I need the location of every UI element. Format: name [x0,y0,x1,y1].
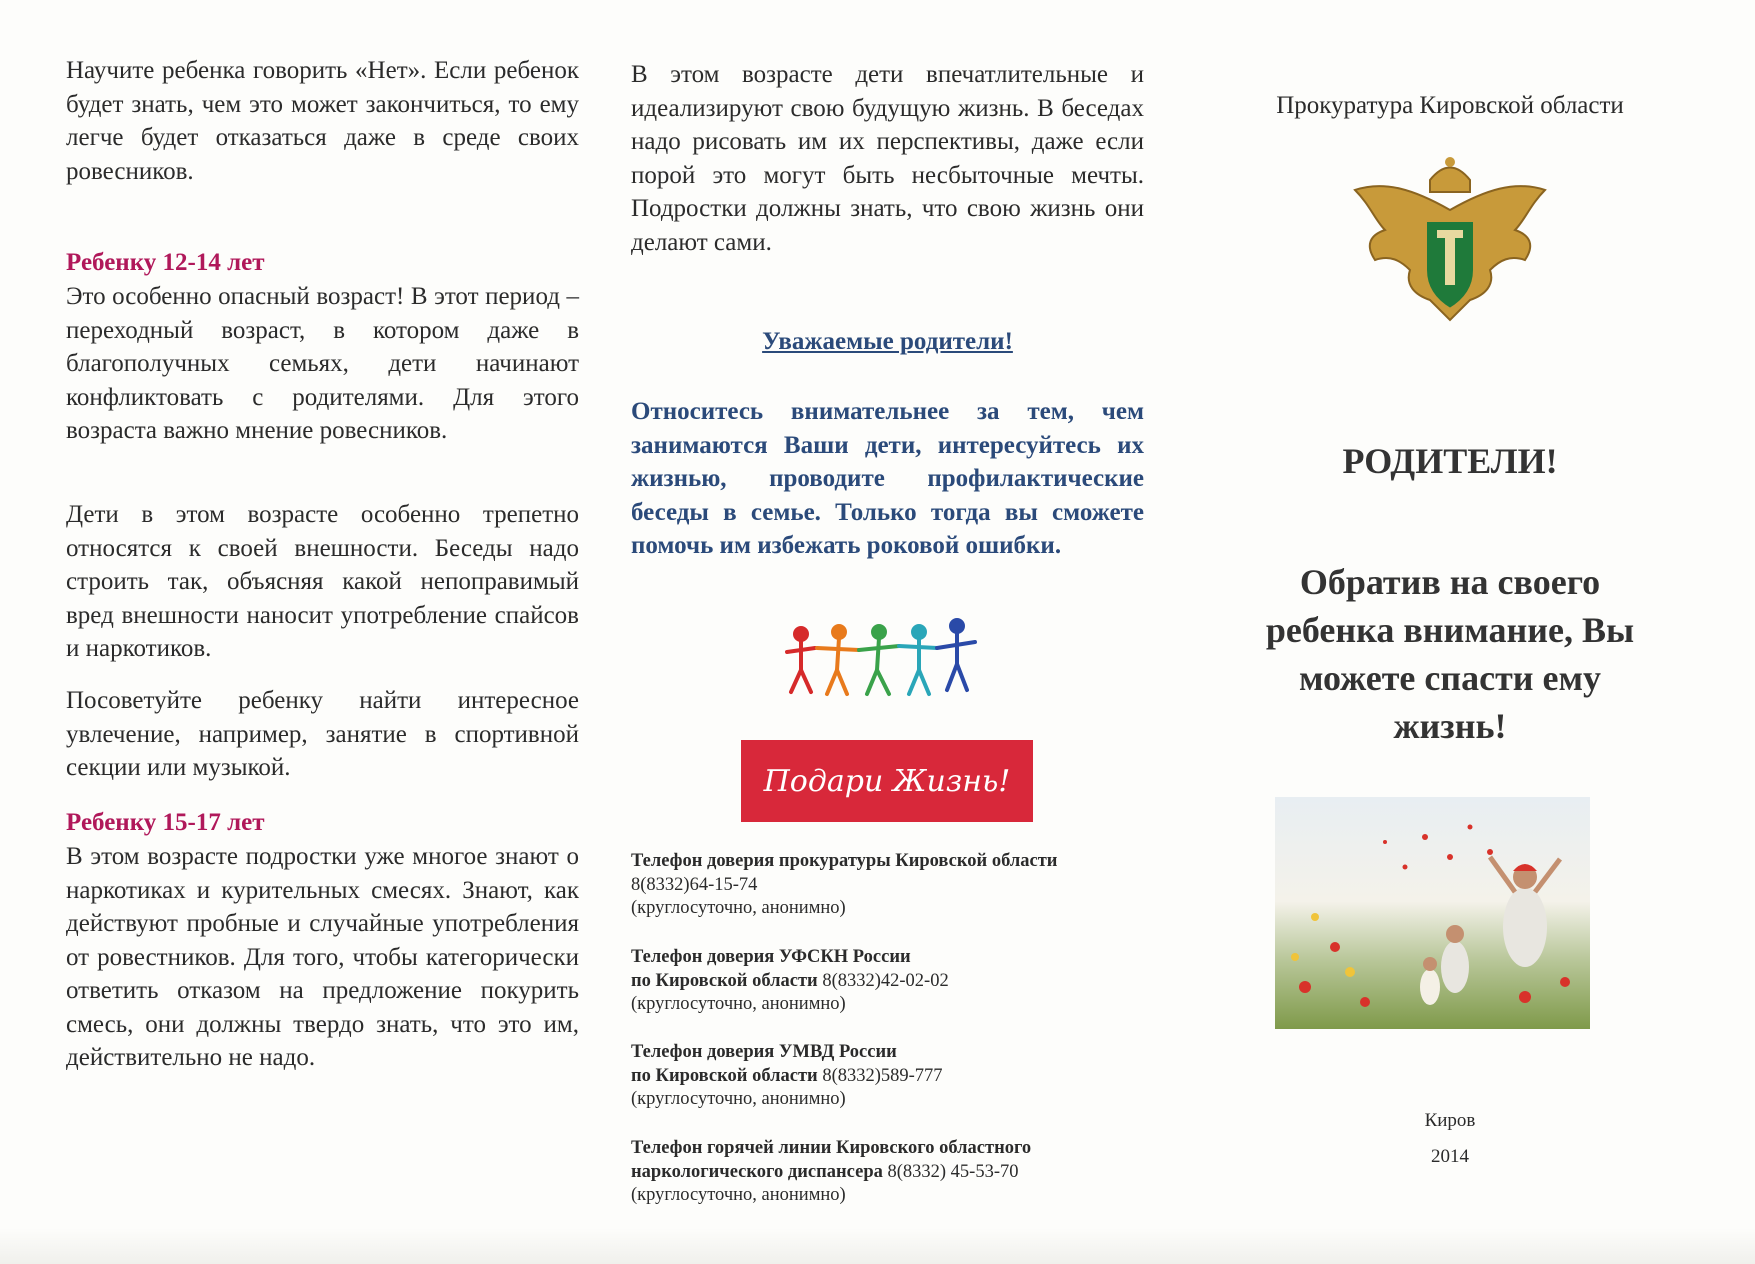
phone-number: 8(8332)64-15-74 [631,874,758,895]
phone-subtitle: наркологического диспансера [631,1161,883,1182]
phone-number: 8(8332) 45-53-70 [887,1161,1019,1182]
phone-number: 8(8332)589-777 [822,1065,943,1086]
phone-note: (круглосуточно, анонимно) [631,994,846,1014]
paragraph-teenagers: В этом возрасте подростки уже многое знают о наркотиках и курительных смесях. Знают, как действуют пробные и случайные употребления от ровестников. Для того, чтобы категорически ответить отказом на предложение покурить смесь, они должны твердо знать, что это им, действительно не надо. [66,843,579,1071]
phone-title: Телефон горячей линии Кировского областного [631,1138,1032,1158]
paragraph-appearance: Дети в этом возрасте особенно трепетно относятся к своей внешности. Беседы надо строить так, объясняя какой непоправимый вред внешности наносит употребление спайсов и наркотиков. [66,501,579,662]
gift-of-life-banner [741,740,1033,822]
banner-caption: Подари Жизнь! [763,763,1011,799]
paragraph-say-no: Научите ребенка говорить «Нет». Если ребенок будет знать, чем это может закончиться, то ему легче будет отказаться даже в среде своих ровесников. [66,57,579,185]
phone-block-3 [631,1041,1144,1112]
family-meadow-photo [1275,797,1590,1029]
heading-dear-parents: Уважаемые родители! [762,328,1013,355]
phone-subtitle: по Кировской области [631,970,818,991]
subtitle-line-4: жизнь! [1393,706,1507,746]
organization-name: Прокуратура Кировской области [1276,92,1624,119]
paragraph-hobby: Посоветуйте ребенку найти интересное увлечение, например, занятие в спортивной секции или музыкой. [66,687,579,781]
paragraph-dangerous-age: Это особенно опасный возраст! В этот период – переходный возраст, в котором даже в благополучных семьях, дети начинают конфликтовать с родителями. Для этого возраста важно мнение ровесников. [66,283,579,444]
phone-number: 8(8332)42-02-02 [822,970,949,991]
phone-subtitle: по Кировской области [631,1065,818,1086]
subtitle-line-1: Обратив на своего [1299,562,1601,602]
phone-note: (круглосуточно, анонимно) [631,1185,846,1205]
heading-age-12-14: Ребенку 12-14 лет [66,249,265,276]
heading-age-15-17: Ребенку 15-17 лет [66,809,265,836]
phone-block-2 [631,946,1144,1017]
phone-title: Телефон доверия УФСКН России [631,947,911,967]
phone-note: (круглосуточно, анонимно) [631,898,846,918]
children-figures-logo [781,618,981,708]
phone-block-4 [631,1137,1144,1208]
year-label: 2014 [1431,1146,1469,1167]
prosecutor-emblem [1345,150,1555,330]
title-parents: РОДИТЕЛИ! [1342,441,1558,481]
subtitle-line-3: можете спасти ему [1298,658,1602,698]
paragraph-impressionable: В этом возрасте дети впечатлительные и идеализируют свою будущую жизнь. В беседах надо рисовать им их перспективы, даже если порой это могут быть несбыточные мечты. Подростки должны знать, что свою жизнь они делают сами. [631,61,1144,256]
phone-title: Телефон доверия УМВД России [631,1042,897,1062]
phone-note: (круглосуточно, анонимно) [631,1089,846,1109]
subtitle-line-2: ребенка внимание, Вы [1265,610,1635,650]
page-bottom-edge [0,1228,1755,1264]
city-label: Киров [1424,1110,1476,1131]
phone-title: Телефон доверия прокуратуры Кировской области [631,851,1058,871]
phone-block-1 [631,850,1144,921]
subtitle-block [1185,558,1715,750]
appeal-text: Относитесь внимательнее за тем, чем занимаются Ваши дети, интересуйтесь их жизнью, проводите профилактические беседы в семье. Только тогда вы сможете помочь им избежать роковой ошибки. [631,398,1144,559]
